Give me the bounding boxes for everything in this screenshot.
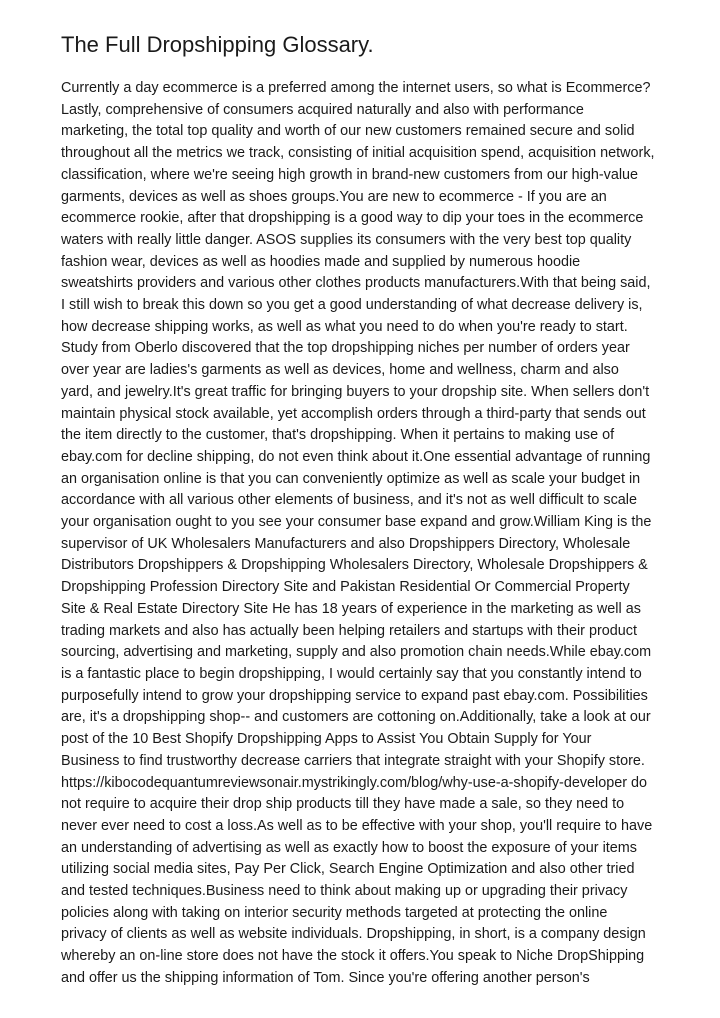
body-line: the item directly to the customer, that's dropshipping. When it pertains to making use of: [61, 427, 615, 444]
body-line: and tested techniques.Business need to think about making up or upgrading their privacy: [61, 883, 628, 900]
body-line: Study from Oberlo discovered that the top dropshipping niches per number of orders year: [61, 340, 630, 357]
body-line: never ever need to cost a loss.As well as to be effective with your shop, you'll require to have: [61, 817, 653, 834]
document-body: [61, 78, 671, 990]
body-line: I still wish to break this down so you get a good understanding of what decrease delivery is,: [61, 297, 643, 314]
body-line: Lastly, comprehensive of consumers acquired naturally and also with performance: [61, 101, 584, 118]
body-line: classification, where we're seeing high growth in brand-new customers from our high-value: [61, 166, 639, 183]
body-line: policies along with taking on interior security methods targeted at protecting the online: [61, 904, 608, 921]
body-line: supervisor of UK Wholesalers Manufacturers and also Dropshippers Directory, Wholesale: [61, 535, 631, 552]
body-line: trading markets and also has actually been helping retailers and startups with their product: [61, 622, 637, 639]
body-line: post of the 10 Best Shopify Dropshipping Apps to Assist You Obtain Supply for Your: [61, 731, 592, 748]
body-line: garments, devices as well as shoes groups.You are new to ecommerce - If you are an: [61, 188, 607, 205]
body-line: whereby an on-line store does not have the stock it offers.You speak to Niche DropShipping: [61, 948, 645, 965]
body-line: maintain physical stock available, yet accomplish orders through a third-party that sends out: [61, 405, 646, 422]
body-line: Business to find trustworthy decrease carriers that integrate straight with your Shopify store.: [61, 752, 645, 769]
body-line: Distributors Dropshippers & Dropshipping Wholesalers Directory, Wholesale Dropshippers &: [61, 557, 648, 574]
body-line: an organisation online is that you can conveniently optimize as well as scale your budget in: [61, 470, 641, 487]
body-line: Currently a day ecommerce is a preferred among the internet users, so what is Ecommerce?: [61, 80, 651, 96]
body-line: an understanding of advertising as well as exactly how to boost the exposure of your items: [61, 839, 637, 856]
body-line: marketing, the total top quality and worth of our new customers remained secure and solid: [61, 123, 635, 140]
body-line: Dropshipping Profession Directory Site and Pakistan Residential Or Commercial Property: [61, 579, 630, 596]
body-line: utilizing social media sites, Pay Per Click, Search Engine Optimization and also other tried: [61, 861, 635, 878]
document-title: The Full Dropshipping Glossary.: [61, 32, 374, 57]
body-line: fashion wear, devices as well as hoodies made and supplied by numerous hoodie: [61, 253, 581, 270]
body-line: is a fantastic place to begin dropshipping, I would certainly say that you constantly intend to: [61, 665, 642, 682]
body-line: throughout all the metrics we track, consisting of initial acquisition spend, acquisition network,: [61, 145, 655, 162]
body-line: and offer us the shipping information of Tom. Since you're offering another person's: [61, 969, 590, 986]
body-line: are, it's a dropshipping shop-- and customers are cottoning on.Additionally, take a look at our: [61, 709, 651, 726]
body-line: Site & Real Estate Directory Site He has 18 years of experience in the marketing as well as: [61, 600, 641, 617]
body-line: not require to acquire their drop ship products till they have made a sale, so they need to: [61, 796, 625, 813]
body-line: privacy of clients as well as website individuals. Dropshipping, in short, is a company design: [61, 926, 646, 943]
body-line: your organisation ought to you see your consumer base expand and grow.William King is the: [61, 514, 652, 531]
body-line: how decrease shipping works, as well as what you need to do when you're ready to start.: [61, 318, 628, 335]
body-line: ecommerce rookie, after that dropshipping is a good way to dip your toes in the ecommerce: [61, 210, 644, 227]
body-line: ebay.com for decline shipping, do not even think about it.One essential advantage of running: [61, 448, 651, 465]
body-line: https://kibocodequantumreviewsonair.mystrikingly.com/blog/why-use-a-shopify-developer do: [61, 774, 648, 791]
body-line: waters with really little danger. ASOS supplies its consumers with the very best top quality: [61, 231, 632, 248]
body-line: accordance with all various other elements of business, and it's not as well difficult to scale: [61, 492, 638, 509]
body-line: sweatshirts providers and various other clothes products manufacturers.With that being said,: [61, 275, 651, 292]
body-line: purposefully intend to grow your dropshipping service to expand past ebay.com. Possibilities: [61, 687, 648, 704]
body-line: over year are ladies's garments as well as devices, home and wellness, charm and also: [61, 362, 619, 379]
body-line: sourcing, advertising and marketing, supply and also promotion chain needs.While ebay.com: [61, 644, 652, 661]
body-line: yard, and jewelry.It's great traffic for bringing buyers to your dropship site. When sellers don't: [61, 383, 650, 400]
